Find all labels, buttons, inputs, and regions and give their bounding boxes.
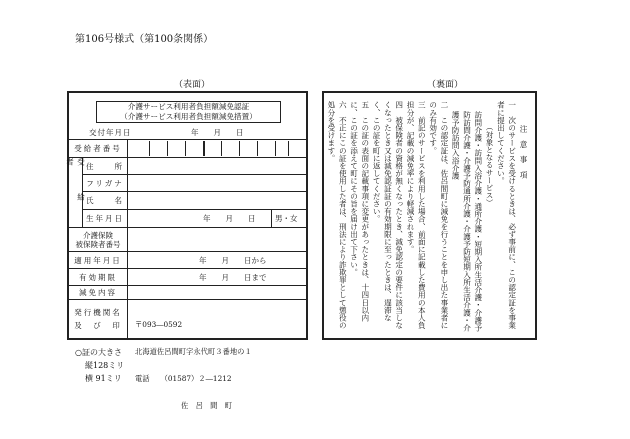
note-item: 三 前記のサービスを利用した場合、前面に記載した費用の本人負担分が、記載の減免率により軽減されます。 [406, 101, 427, 329]
reduction-row [69, 285, 306, 299]
address-row [83, 157, 306, 174]
birthdate-label: 生年月日 [83, 210, 128, 227]
certificate-back [322, 91, 537, 340]
size-note-width: 横 91ミリ [85, 374, 122, 383]
gender-divider [271, 210, 272, 227]
certificate-title [96, 101, 281, 123]
digit-cell [203, 141, 205, 156]
title-line-1: 介護サービス利用者負担額減免認証 [127, 102, 250, 111]
digit-cell [149, 141, 150, 156]
recipient-no-row [69, 139, 306, 157]
recipient-side-label: 受 給 者 [65, 158, 86, 228]
start-date-label: 適用年月日 [69, 252, 128, 268]
recipient-no-label: 受給者番号 [69, 140, 128, 157]
issuer-name: 佐 呂 間 町 [181, 401, 233, 410]
furigana-row [83, 174, 306, 191]
digit-cell [257, 141, 258, 156]
issuer-address: 北海道佐呂間町字永代町３番地の１ [135, 347, 252, 356]
issuer-label: 発行機関名 及 び 印 [69, 300, 128, 338]
size-note [75, 346, 124, 385]
digit-cell [167, 141, 168, 156]
reduction-label: 減免内容 [69, 286, 128, 299]
address-label: 住 所 [83, 158, 128, 174]
expiry-row [69, 268, 306, 285]
birthdate-row [83, 209, 306, 227]
insured-no-row [69, 227, 306, 251]
name-row [83, 191, 306, 209]
birthdate-value: 年 月 日 [203, 214, 256, 223]
start-date-row [69, 251, 306, 268]
form-header: 第106号様式（第100条関係） [75, 34, 214, 45]
issuer-postal: 〒093―0592 [135, 320, 183, 329]
expiry-value: 年 月 日まで [199, 272, 267, 282]
issuer-phone: 電話 （01587）２―1212 [135, 374, 232, 383]
notes-text [326, 101, 529, 336]
gender-value: 男・女 [275, 214, 298, 223]
insured-no-label: 介護保険 被保険者番号 [69, 228, 128, 251]
size-note-height: 縦128ミリ [85, 361, 125, 370]
back-label: （裏面） [427, 80, 464, 90]
issuer-details [135, 302, 252, 428]
notes-heading: 注 意 事 項 [519, 125, 528, 179]
size-note-title: ○証の大きさ [75, 348, 122, 357]
title-line-2: （介護サービス利用者負担額減免措置） [120, 112, 257, 121]
note-item: 六 不正にこの証を使用した者は、刑法により詐欺罪として懲役の処分を受けます。 [326, 101, 348, 329]
note-item: 一 次のサービスを受けるときは、必ず事前に、この認定証を事業者に提出してください。 [496, 101, 517, 329]
issue-date-value: 年 月 日 [191, 128, 244, 137]
note-item: 二 この認定証は、佐呂間町に減免を行うことを申し出た事業者にのみ有効です。 [428, 101, 449, 329]
note-item: 五 この証の表面の記載事項に変更があったときは、十四日以内に、この証を添えて町にその旨を届け出て下さい。 [349, 101, 370, 322]
note-item: 四 被保険者の資格が無くなったとき、減免認定の要件に該当しなくなったとき又は減免認証証の有効期限に至ったときは、遅滞なく、この証を町に返してください。 [372, 101, 404, 329]
note-item: 訪問介護・訪問入浴介護・通所介護・短期入所生活介護・介護予防訪問介護・介護予防通所介護・介護予防短期入所生活介護・介護予防訪問入浴介護 [451, 111, 483, 332]
name-label: 氏 名 [83, 192, 128, 209]
furigana-label: フリガナ [83, 175, 128, 191]
note-item: （対象となるサービス） [485, 123, 495, 207]
issue-date-label: 交付年月日 [89, 128, 132, 137]
digit-cell [221, 141, 222, 156]
front-label: （表面） [174, 80, 211, 90]
digit-cell [239, 141, 240, 156]
digit-cell [275, 141, 289, 156]
expiry-label: 有効期限 [69, 269, 128, 285]
start-date-value: 年 月 日から [199, 255, 267, 265]
digit-cell [185, 141, 186, 156]
